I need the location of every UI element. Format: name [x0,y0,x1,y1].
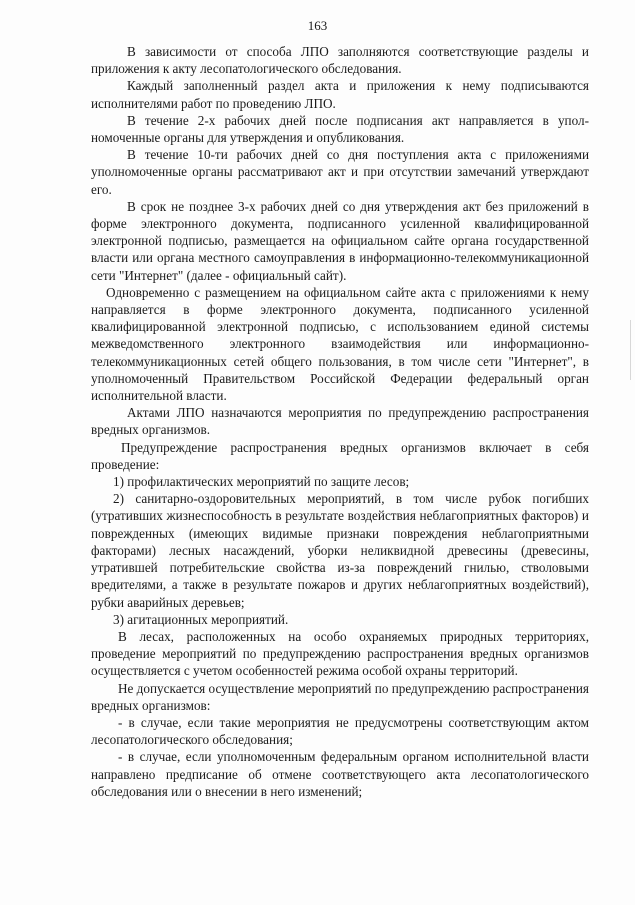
dash-item-2: - в случае, если уполномоченным федеральным органом исполнительной власти направлено предписание об отмене соответствующего акта лесопатологического обследования или о внесении в него изменений; [91,749,589,799]
paragraph-8: Предупреждение распространения вредных организмов включает в себя проведение: [91,439,589,472]
list-item-2: 2) санитарно-оздоровительных мероприятий, в том числе рубок погибших (утративших жизнеспособность в результате воздействия неблагоприятных факторов) и поврежденных (имеющих видимые признаки повреждения неблагоприятными факторами) лесных насаждений, уборки неликвидной древесины (древесины, утратившей потребительские свойства из-за повреждений гнилью, стволовыми вредителями, а также в результате пожаров и других неблагоприятных воздействий), рубки аварийных деревьев; [91,491,589,610]
dash-item-1: - в случае, если такие мероприятия не предусмотрены соответствующим актом лесопатологического обследования; [91,714,589,748]
page-number: 163 [307,18,328,33]
document-body [91,43,589,800]
paragraph-4: В течение 10-ти рабочих дней со дня поступления акта с приложениями уполномоченные органы рассматривают акт и при отсутствии замечаний утверждают его. [91,147,589,197]
list-item-1: 1) профилактических мероприятий по защите лесов; [113,474,410,490]
paragraph-10: Не допускается осуществление мероприятий по предупреждению распространения вредных организмов: [91,680,589,713]
paragraph-6: Одновременно с размещением на официальном сайте акта с приложениями к нему направляется в форме электронного документа, подписанного усиленной квалифицированной электронной подписью, с использованием единой системы межведомственного электронного взаимодействия или информационно-телекоммуникационных сетей общего пользования, в том числе сети "Интернет", в уполномоченный Правительством Российской Федерации федеральный орган исполнительной власти. [91,284,589,404]
scan-edge-mark [630,320,631,380]
paragraph-1: В зависимости от способа ЛПО заполняются соответствующие разделы и приложения к акту лесопатологического обследования. [91,44,589,77]
paragraph-2: Каждый заполненный раздел акта и приложения к нему подписываются исполнителями работ по проведению ЛПО. [91,78,589,111]
paragraph-5: В срок не позднее 3-х рабочих дней со дня утверждения акт без приложений в форме электронного документа, подписанного усиленной квалифицированной электронной подписью, размещается на официальном сайте органа государственной власти или органа местного самоуправления в информационно-телекоммуникационной сети "Интернет" (далее - официальный сайт). [91,198,589,283]
paragraph-7: Актами ЛПО назначаются мероприятия по предупреждению распространения вредных организмов. [91,405,589,438]
paragraph-9: В лесах, расположенных на особо охраняемых природных территориях, проведение мероприятий по предупреждению распространения вредных организмов осуществляется с учетом особенностей режима особой охраны территорий. [91,628,589,679]
paragraph-3: В течение 2-х рабочих дней после подписания акт направляется в уполномоченные органы для утверждения и опубликования. [91,112,589,146]
list-item-3: 3) агитационных мероприятий. [113,611,289,627]
